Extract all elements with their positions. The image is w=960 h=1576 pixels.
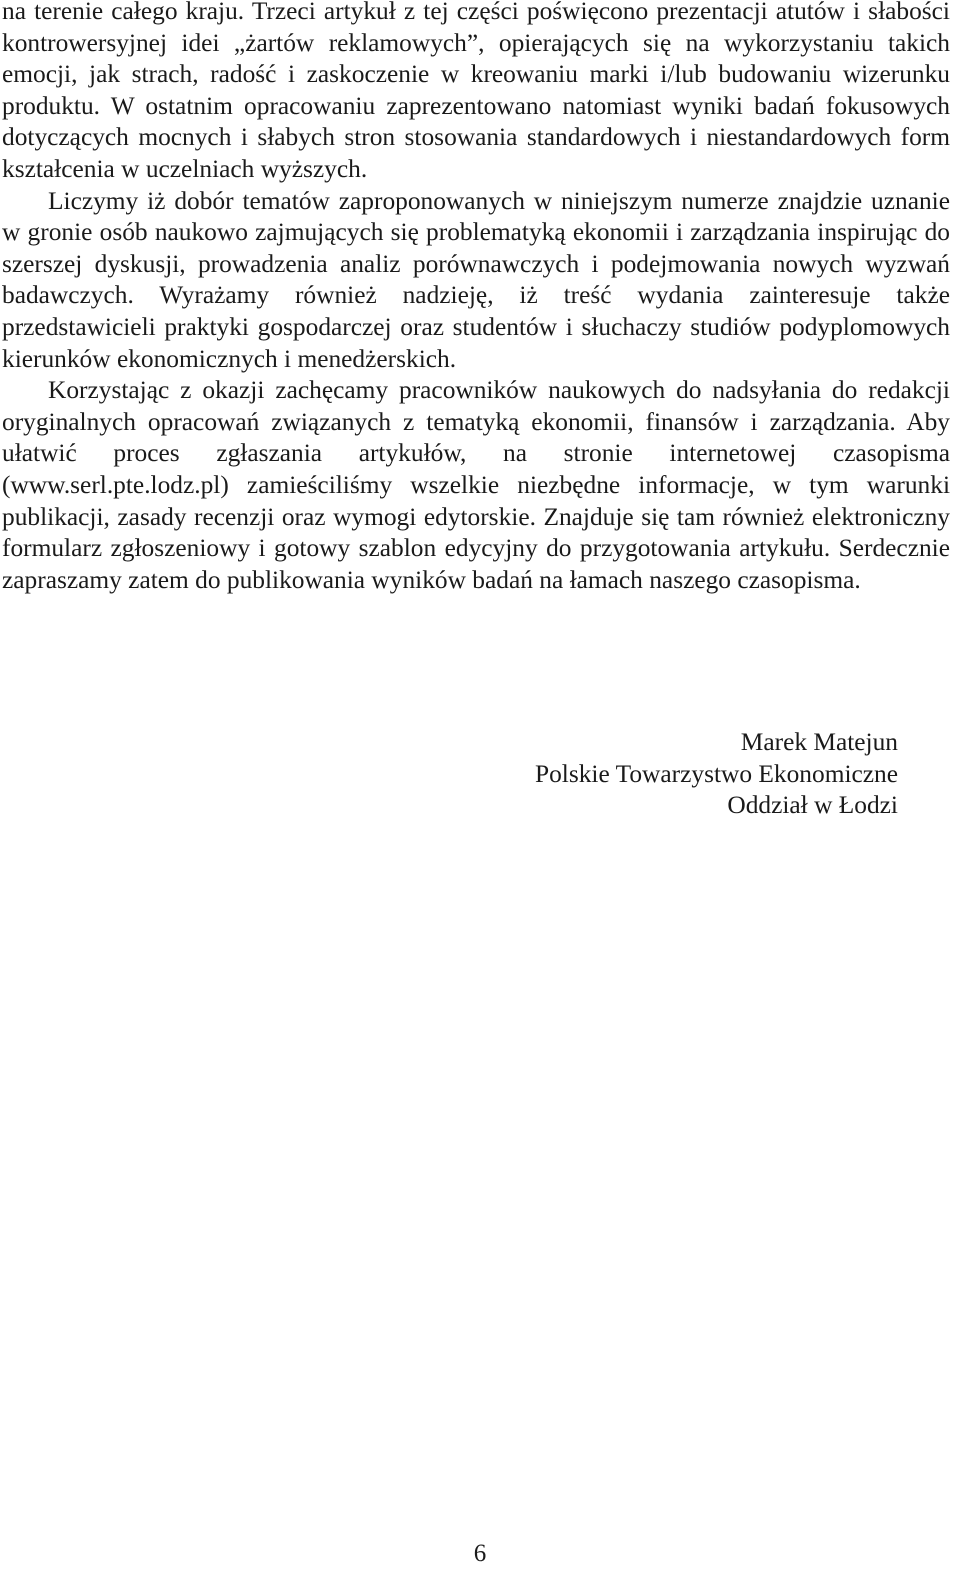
page-number: 6 — [473, 1540, 487, 1567]
signature-block — [298, 727, 898, 822]
paragraph-continuation: na terenie całego kraju. Trzeci artykuł z tej części poświęcono prezentacji atutów i słabości kontrowersyjnej idei „żartów reklamowych”, opierających się na wykorzystaniu takich emocji, jak strach, radość i zaskoczenie w kreowaniu marki i/lub budowaniu wizerunku produktu. W ostatnim opracowaniu zaprezentowano natomiast wyniki badań fokusowych dotyczących mocnych i słabych stron stosowania standardowych i niestandardowych form kształcenia w uczelniach wyższych. — [2, 0, 950, 183]
paragraph: Liczymy iż dobór tematów zaproponowanych w niniejszym numerze znajdzie uznanie w gronie osób naukowo zajmujących się problematyką ekonomii i zarządzania inspirując do szerszej dyskusji, prowadzenia analiz porównawczych i podejmowania nowych wyzwań badawczych. Wyrażamy również nadzieję, iż treść wydania zainteresuje także przedstawicieli praktyki gospodarczej oraz studentów i słuchaczy studiów podyplomowych kierunków ekonomicznych i menedżerskich. — [2, 186, 950, 373]
body-text — [2, 0, 950, 596]
signature-branch: Oddział w Łodzi — [727, 791, 898, 820]
signature-organization: Polskie Towarzystwo Ekonomiczne — [534, 759, 898, 788]
paragraph: Korzystając z okazji zachęcamy pracowników naukowych do nadsyłania do redakcji oryginalnych opracowań związanych z tematyką ekonomii, finansów i zarządzania. Aby ułatwić proces zgłaszania artykułów, na stronie internetowej czasopisma (www.serl.pte.lodz.pl) zamieściliśmy wszelkie niezbędne informacje, w tym warunki publikacji, zasady recenzji oraz wymogi edytorskie. Znajduje się tam również elektroniczny formularz zgłoszeniowy i gotowy szablon edycyjny do przygotowania artykułu. Serdecznie zapraszamy zatem do publikowania wyników badań na łamach naszego czasopisma. — [2, 376, 950, 594]
signature-name: Marek Matejun — [740, 728, 898, 756]
